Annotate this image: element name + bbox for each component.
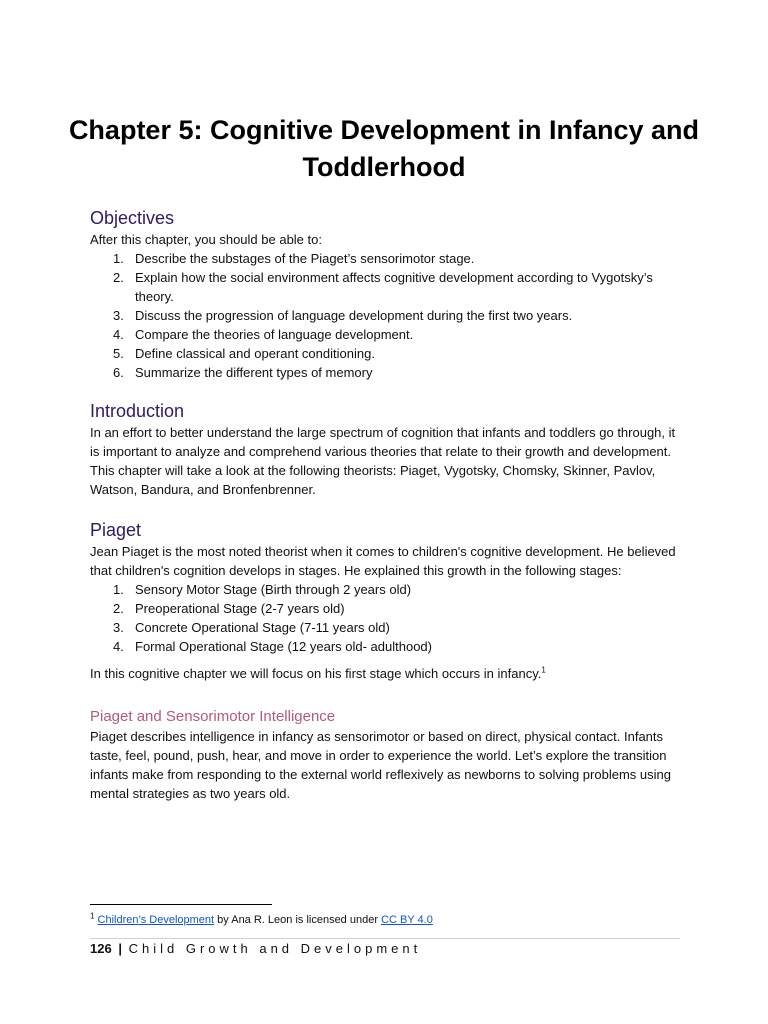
list-number: 2.	[113, 270, 124, 285]
list-number: 5.	[113, 346, 124, 361]
objective-item	[90, 363, 682, 382]
objective-item	[90, 249, 682, 268]
list-number: 1.	[113, 251, 124, 266]
list-number: 3.	[113, 308, 124, 323]
introduction-paragraph: In an effort to better understand the large spectrum of cognition that infants and toddlers go through, it is important to analyze and comprehend various theories that relate to their growth and development. This chapter will take a look at the following theorists: Piaget, Vygotsky, Chomsky, Skinner, Pavlov, Watson, Bandura, and Bronfenbrenner.	[90, 425, 676, 497]
objective-text: Define classical and operant conditioning.	[135, 346, 375, 361]
source-link[interactable]: Children’s Development	[97, 914, 215, 926]
objective-item	[90, 306, 682, 325]
piaget-paragraph: Jean Piaget is the most noted theorist when it comes to children's cognitive development. He believed that children's cognition develops in stages. He explained this growth in the following stages:	[90, 544, 676, 578]
footnote	[90, 912, 433, 928]
focus-sentence: In this cognitive chapter we will focus on his first stage which occurs in infancy.	[90, 666, 542, 681]
stage-text: Sensory Motor Stage (Birth through 2 years old)	[135, 582, 412, 597]
objective-text: Discuss the progression of language development during the first two years.	[135, 308, 573, 323]
list-number: 2.	[113, 601, 124, 616]
footer-separator: |	[118, 941, 122, 956]
page-footer	[90, 940, 421, 958]
book-title: Child Growth and Development	[128, 941, 422, 956]
piaget-heading: Piaget	[90, 520, 142, 540]
objectives-heading: Objectives	[90, 208, 175, 228]
stage-item	[90, 637, 682, 656]
sensorimotor-heading: Piaget and Sensorimotor Intelligence	[90, 708, 336, 725]
list-number: 1.	[113, 582, 124, 597]
objectives-list	[90, 249, 682, 382]
piaget-focus-text	[90, 664, 682, 683]
footer-divider	[90, 938, 680, 939]
footnote-marker: 1	[90, 911, 95, 921]
piaget-stages-list	[90, 580, 682, 656]
stage-item	[90, 580, 682, 599]
list-number: 3.	[113, 620, 124, 635]
stage-text: Concrete Operational Stage (7-11 years old)	[135, 620, 390, 635]
objective-item	[90, 344, 682, 363]
objective-text: Explain how the social environment affects cognitive development according to Vygotsky’s theory.	[135, 270, 653, 304]
stage-text: Formal Operational Stage (12 years old- adulthood)	[135, 639, 432, 654]
list-number: 6.	[113, 365, 124, 380]
license-link[interactable]: CC BY 4.0	[381, 914, 433, 926]
footnote-reference[interactable]: 1	[541, 665, 546, 675]
list-number: 4.	[113, 639, 124, 654]
list-number: 4.	[113, 327, 124, 342]
objectives-intro: After this chapter, you should be able to:	[90, 232, 322, 247]
sensorimotor-paragraph: Piaget describes intelligence in infancy as sensorimotor or based on direct, physical contact. Infants taste, feel, pound, push, hear, and move in order to experience the world. Let’s explore the transition infants make from responding to the external world reflexively as newborns to solving problems using mental strategies as two years old.	[90, 729, 671, 801]
objective-text: Describe the substages of the Piaget’s sensorimotor stage.	[135, 251, 475, 266]
footnote-separator	[90, 904, 272, 905]
introduction-heading: Introduction	[90, 401, 185, 421]
page-content	[90, 206, 682, 803]
objective-text: Summarize the different types of memory	[135, 365, 373, 380]
objective-item	[90, 325, 682, 344]
stage-text: Preoperational Stage (2-7 years old)	[135, 601, 345, 616]
footnote-middle-text: by Ana R. Leon is licensed under	[214, 914, 382, 926]
chapter-title: Chapter 5: Cognitive Development in Infancy and Toddlerhood	[68, 115, 700, 182]
stage-item	[90, 618, 682, 637]
objective-text: Compare the theories of language development.	[135, 327, 414, 342]
page-number: 126	[90, 941, 112, 956]
objective-item	[90, 268, 682, 306]
stage-item	[90, 599, 682, 618]
